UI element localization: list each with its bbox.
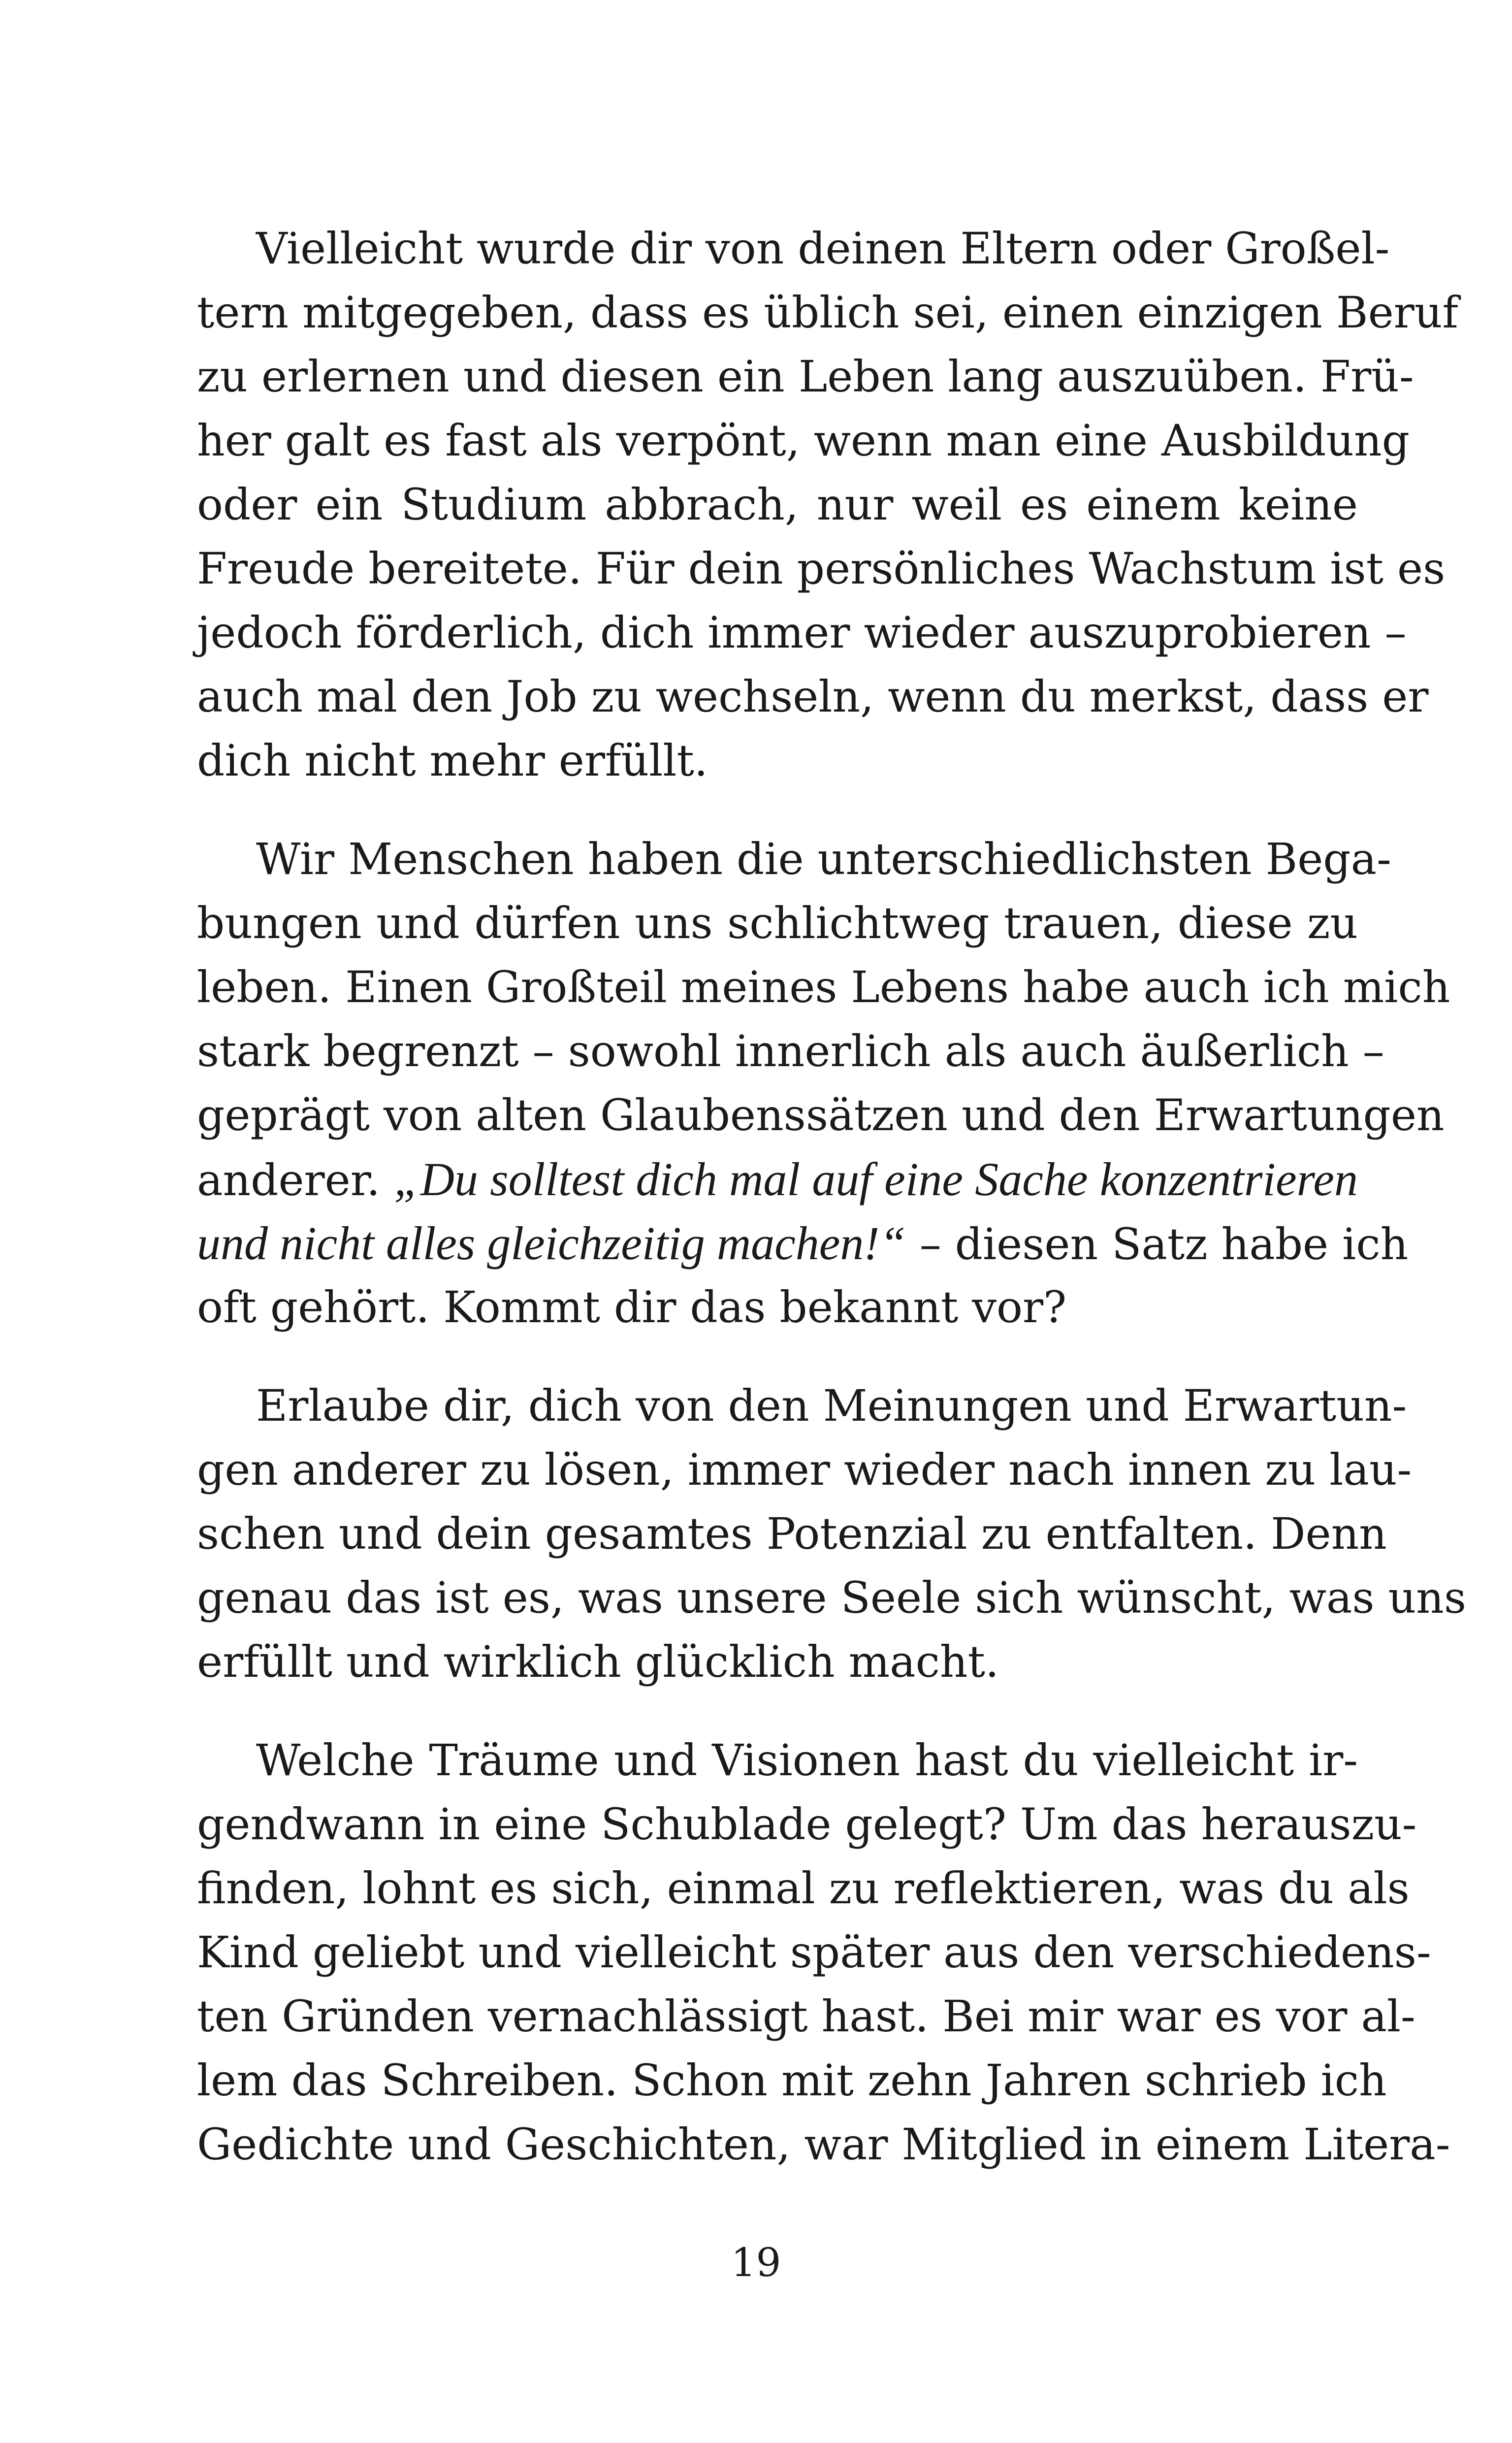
text-line: Gedichte und Geschichten, war Mitglied in einem Litera- (197, 2119, 1450, 2170)
text-line: Erlaube dir, dich von den Meinungen und Erwartun- (256, 1380, 1407, 1431)
text-span: – diesen Satz habe ich (905, 1219, 1409, 1270)
text-line: bungen und dürfen uns schlichtweg trauen, diese zu (197, 898, 1358, 948)
text-line: oft gehört. Kommt dir das bekannt vor? (197, 1282, 1067, 1333)
text-line (197, 1211, 1409, 1275)
text-line: geprägt von alten Glaubenssätzen und den Erwartungen (197, 1090, 1445, 1140)
text-line: genau das ist es, was unsere Seele sich wünscht, was uns (197, 1572, 1466, 1623)
text-line: Vielleicht wurde dir von deinen Eltern oder Großel- (256, 223, 1390, 274)
text-line: leben. Einen Großteil meines Lebens habe auch ich mich (197, 962, 1450, 1012)
text-line: zu erlernen und diesen ein Leben lang auszuüben. Frü- (197, 351, 1414, 402)
text-line: lem das Schreiben. Schon mit zehn Jahren schrieb ich (197, 2055, 1387, 2106)
text-line: Wir Menschen haben die unterschiedlichsten Bega- (256, 834, 1391, 884)
text-line: tern mitgegeben, dass es üblich sei, einen einzigen Beruf (197, 287, 1458, 338)
text-line: her galt es fast als verpönt, wenn man eine Ausbildung (197, 415, 1410, 466)
text-line: stark begrenzt – sowohl innerlich als auch äußerlich – (197, 1026, 1384, 1076)
quote-italic: und nicht alles gleichzeitig machen!“ (197, 1217, 906, 1270)
text-line: jedoch förderlich, dich immer wieder auszuprobieren – (197, 607, 1407, 658)
text-line: erfüllt und wirklich glücklich macht. (197, 1636, 999, 1687)
text-line: ten Gründen vernachlässigt hast. Bei mir war es vor al- (197, 1991, 1415, 2042)
text-line: gendwann in eine Schublade gelegt? Um das herauszu- (197, 1799, 1417, 1850)
text-line: Freude bereitete. Für dein persönliches Wachstum ist es (197, 543, 1446, 594)
text-line: dich nicht mehr erfüllt. (197, 735, 708, 786)
text-line: gen anderer zu lösen, immer wieder nach innen zu lau- (197, 1444, 1412, 1495)
text-line: schen und dein gesamtes Potenzial zu entfalten. Denn (197, 1508, 1387, 1559)
text-span: anderer. (197, 1155, 381, 1205)
quote-italic: „Du solltest dich mal auf eine Sache konzentrieren (394, 1153, 1358, 1205)
text-line: finden, lohnt es sich, einmal zu reflektieren, was du als (197, 1863, 1410, 1914)
text-line: oder ein Studium abbrach, nur weil es einem keine (197, 479, 1358, 530)
page-number: 19 (731, 2240, 781, 2285)
text-line: Welche Träume und Visionen hast du vielleicht ir- (256, 1735, 1358, 1786)
text-line: Kind geliebt und vielleicht später aus den verschiedens- (197, 1927, 1431, 1978)
text-line (197, 1147, 1358, 1211)
text-line: auch mal den Job zu wechseln, wenn du merkst, dass er (197, 671, 1429, 722)
